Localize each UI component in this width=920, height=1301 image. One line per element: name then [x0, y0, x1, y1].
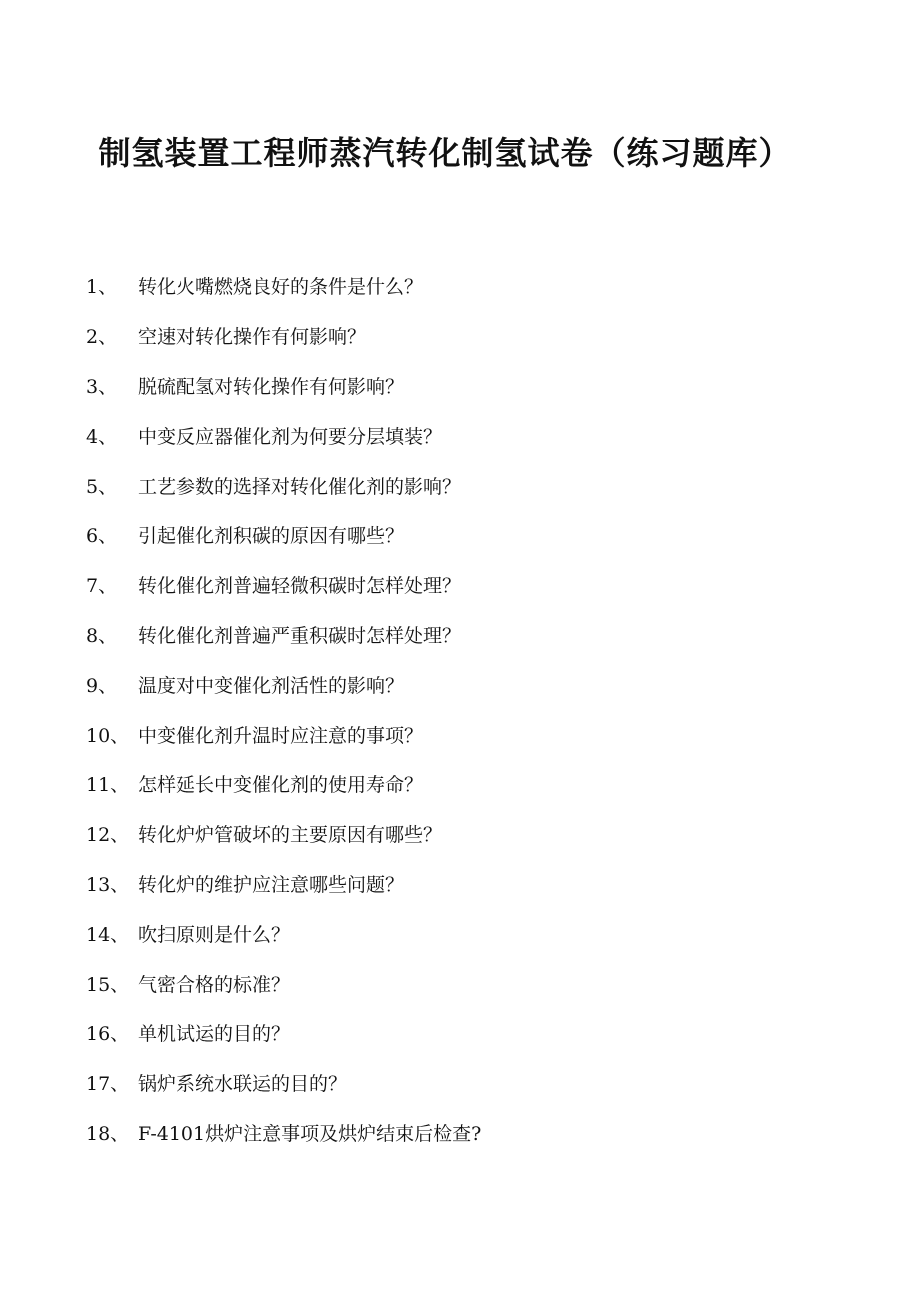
- question-number: 17、: [86, 1073, 130, 1096]
- question-number: 13、: [86, 873, 130, 896]
- question-text: 转化火嘴燃烧良好的条件是什么？: [138, 276, 424, 299]
- question-number: 11、: [86, 774, 130, 797]
- question-text: 中变催化剂升温时应注意的事项？: [138, 724, 424, 747]
- question-text: 转化炉的维护应注意哪些问题？: [138, 873, 405, 896]
- question-number: 3、: [86, 375, 118, 398]
- question-text: 单机试运的目的？: [138, 1023, 291, 1046]
- question-number: 14、: [86, 923, 130, 946]
- question-text: 中变反应器催化剂为何要分层填装？: [138, 425, 443, 448]
- question-number: 10、: [86, 724, 130, 747]
- question-item-8: [86, 610, 866, 660]
- question-item-16: [86, 1008, 866, 1058]
- question-text: 工艺参数的选择对转化催化剂的影响？: [138, 475, 462, 498]
- question-item-10: [86, 709, 866, 759]
- question-item-12: [86, 809, 866, 859]
- question-number: 6、: [86, 525, 118, 548]
- question-text: 怎样延长中变催化剂的使用寿命？: [138, 774, 424, 797]
- question-item-3: [86, 361, 866, 411]
- question-number: 5、: [86, 475, 118, 498]
- question-item-11: [86, 759, 866, 809]
- question-item-6: [86, 510, 866, 560]
- question-number: 15、: [86, 973, 130, 996]
- question-item-9: [86, 659, 866, 709]
- question-number: 9、: [86, 674, 118, 697]
- question-text: F-4101烘炉注意事项及烘炉结束后检查?: [138, 1122, 482, 1145]
- question-item-4: [86, 410, 866, 460]
- question-item-5: [86, 460, 866, 510]
- question-text: 转化炉炉管破坏的主要原因有哪些？: [138, 824, 443, 847]
- question-item-17: [86, 1058, 866, 1108]
- question-text: 吹扫原则是什么？: [138, 923, 291, 946]
- question-number: 12、: [86, 824, 130, 847]
- question-item-14: [86, 908, 866, 958]
- question-text: 引起催化剂积碳的原因有哪些？: [138, 525, 405, 548]
- question-text: 气密合格的标准？: [138, 973, 291, 996]
- question-number: 4、: [86, 425, 118, 448]
- document-title: 制氢装置工程师蒸汽转化制氢试卷（练习题库）: [98, 134, 792, 172]
- question-item-7: [86, 560, 866, 610]
- question-text: 空速对转化操作有何影响？: [138, 326, 367, 349]
- question-text: 脱硫配氢对转化操作有何影响？: [138, 375, 405, 398]
- question-text: 转化催化剂普遍轻微积碳时怎样处理？: [138, 575, 462, 598]
- question-text: 锅炉系统水联运的目的？: [138, 1073, 348, 1096]
- question-item-15: [86, 958, 866, 1008]
- question-item-13: [86, 859, 866, 909]
- question-number: 18、: [86, 1122, 130, 1145]
- question-number: 16、: [86, 1023, 130, 1046]
- question-number: 8、: [86, 624, 118, 647]
- question-item-2: [86, 311, 866, 361]
- question-text: 转化催化剂普遍严重积碳时怎样处理？: [138, 624, 462, 647]
- question-item-18: [86, 1108, 866, 1158]
- question-item-1: [86, 261, 866, 311]
- question-number: 1、: [86, 276, 118, 299]
- question-text: 温度对中变催化剂活性的影响？: [138, 674, 405, 697]
- question-number: 2、: [86, 326, 118, 349]
- question-number: 7、: [86, 575, 118, 598]
- question-list: [86, 261, 866, 1157]
